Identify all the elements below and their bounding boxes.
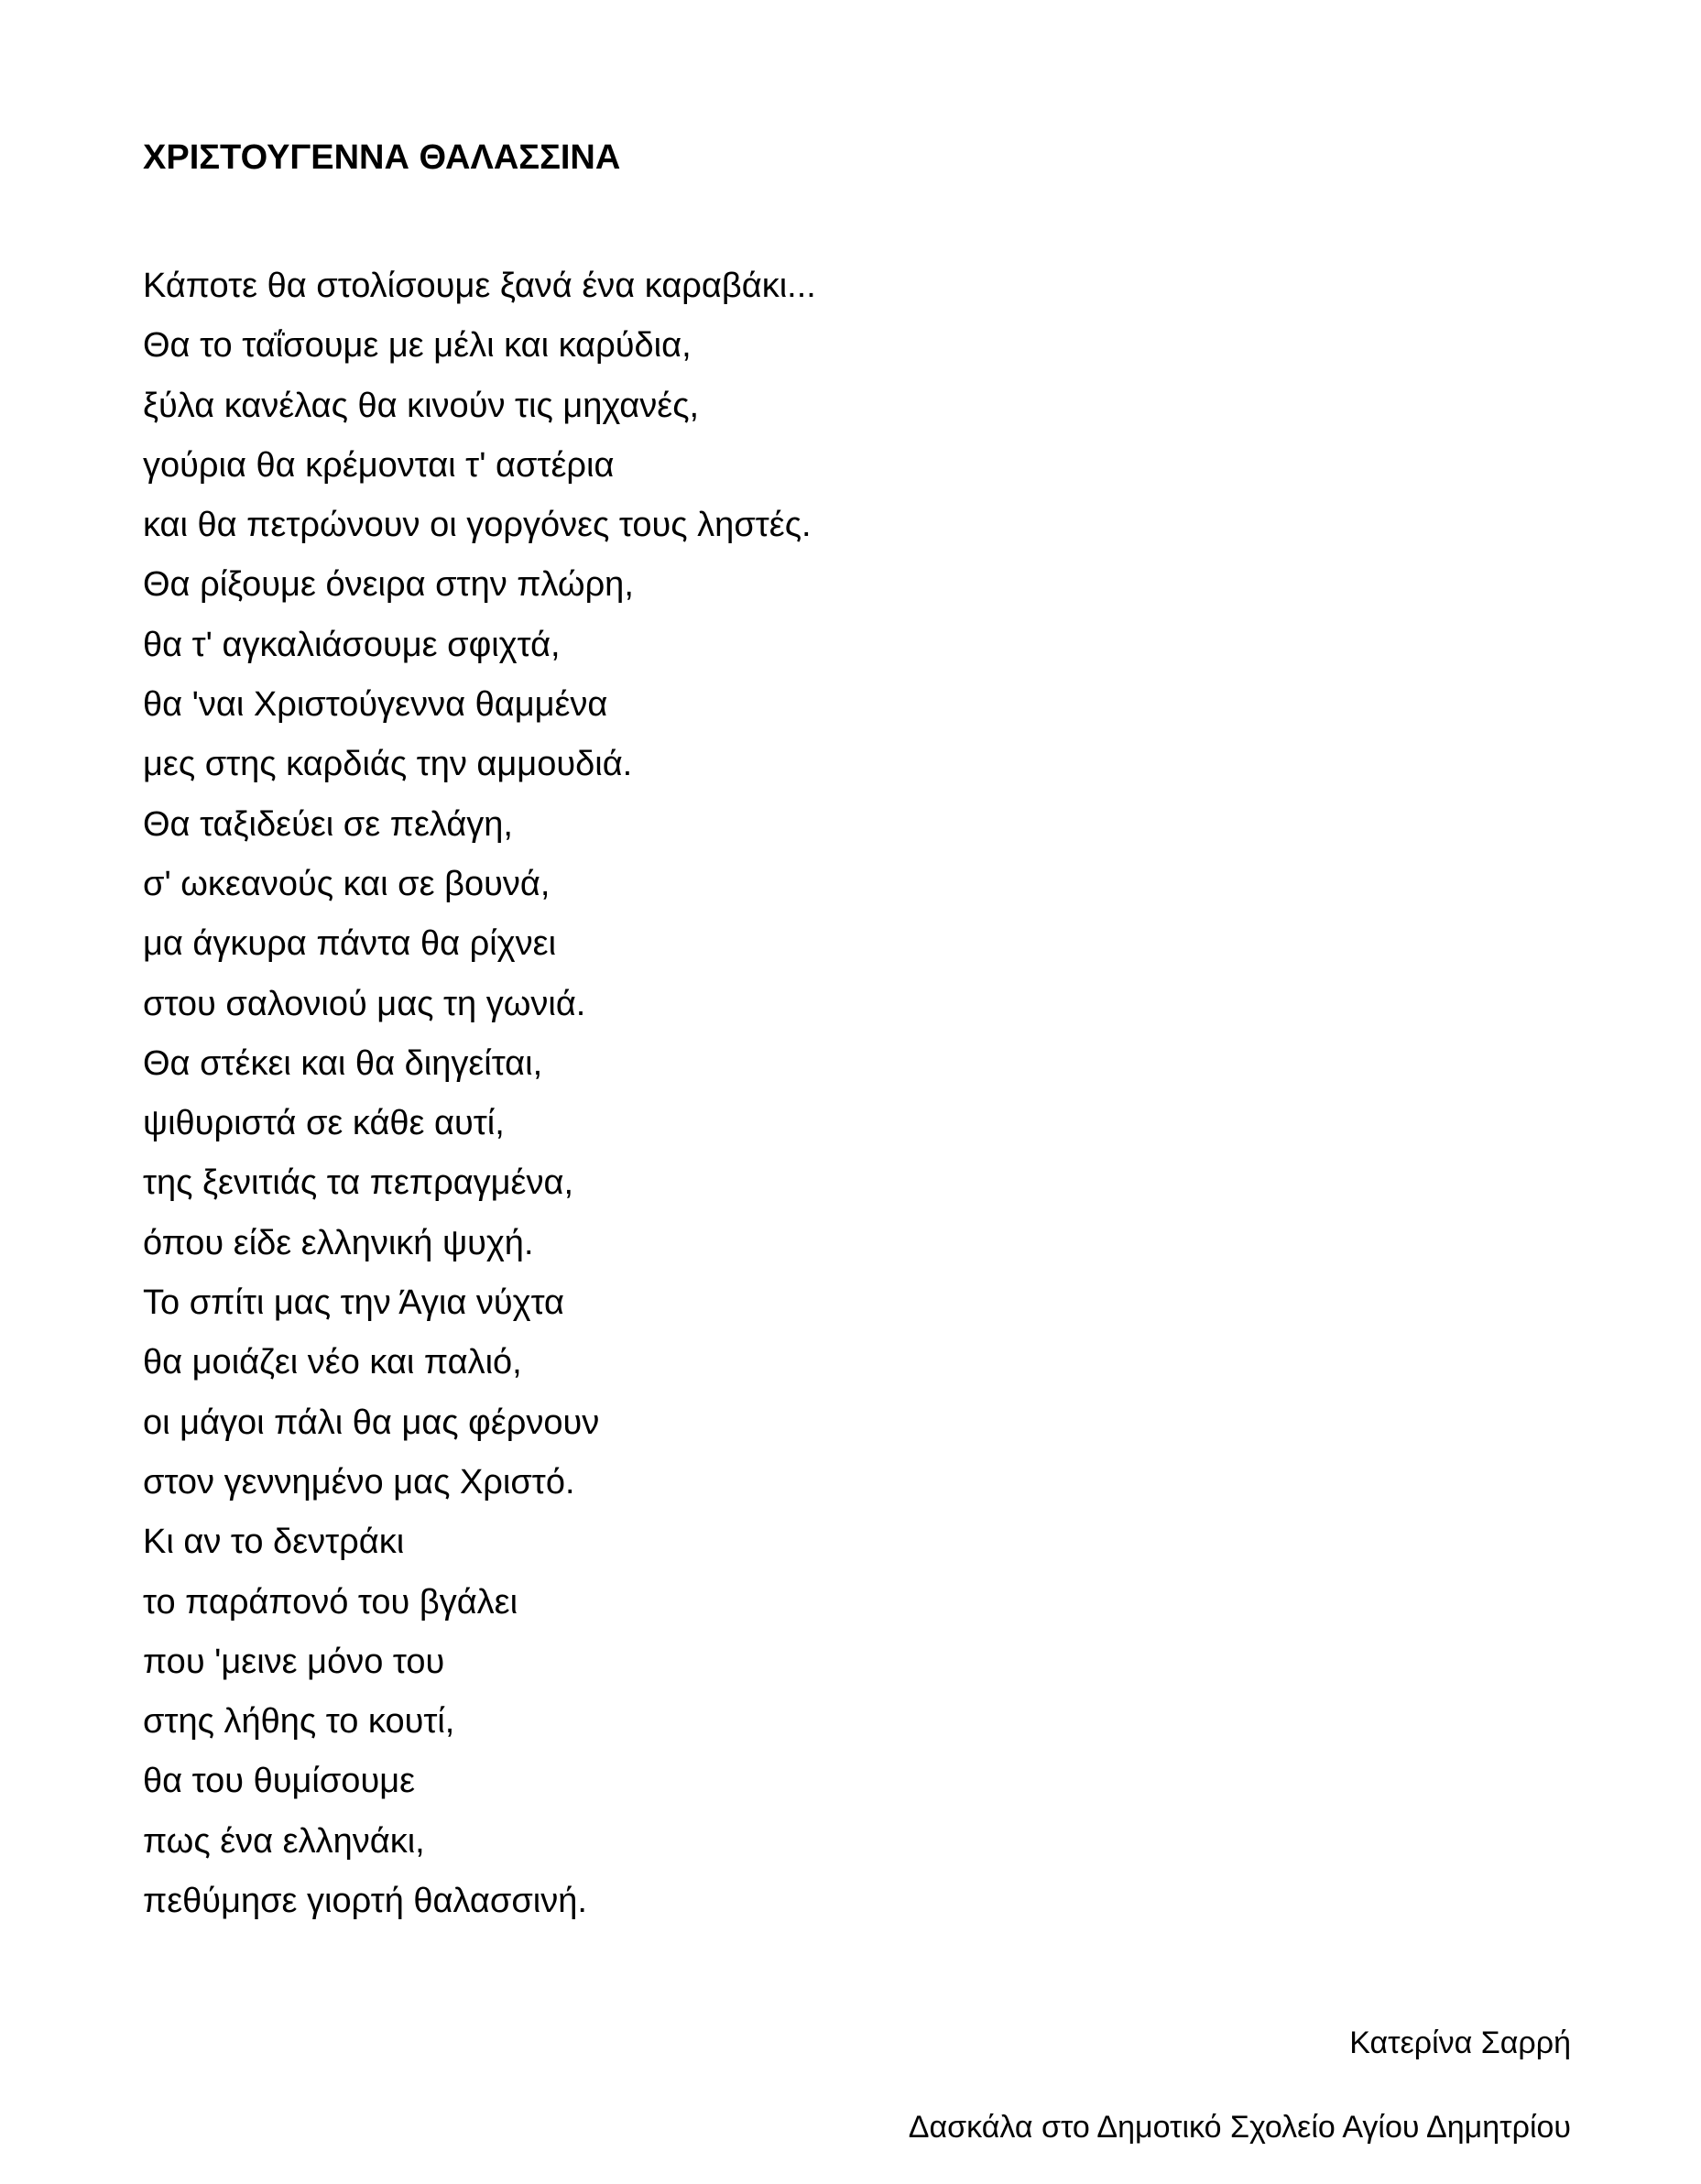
poem-line: που 'μεινε μόνο του <box>143 1642 445 1681</box>
poem-line: Θα ταξιδεύει σε πελάγη, <box>143 804 513 844</box>
poem-line: της ξενιτιάς τα πεπραγμένα, <box>143 1163 574 1203</box>
poem-line: Κι αν το δεντράκι <box>143 1523 405 1562</box>
poem-line: στου σαλονιού μας τη γωνιά. <box>143 984 586 1023</box>
poem-line: θα μοιάζει νέο και παλιό, <box>143 1343 522 1382</box>
poem-line: ψιθυριστά σε κάθε αυτί, <box>143 1104 505 1143</box>
poem-line: Θα το ταΐσουμε με μέλι και καρύδια, <box>143 326 692 366</box>
poem-line: Το σπίτι μας την Άγια νύχτα <box>143 1283 565 1323</box>
poem-line: στον γεννημένο μας Χριστό. <box>143 1462 575 1502</box>
poem-line: μες στης καρδιάς την αμμουδιά. <box>143 745 633 784</box>
poem-line: θα του θυμίσουμε <box>143 1762 416 1801</box>
author-name: Κατερίνα Σαρρή <box>1349 2026 1571 2060</box>
poem-line: πεθύμησε γιορτή θαλασσινή. <box>143 1882 587 1921</box>
poem-line: ξύλα κανέλας θα κινούν τις μηχανές, <box>143 386 700 425</box>
poem-line: μα άγκυρα πάντα θα ρίχνει <box>143 924 557 964</box>
poem-line: θα 'ναι Χριστούγεννα θαμμένα <box>143 685 608 725</box>
poem-line: και θα πετρώνουν οι γοργόνες τους ληστές. <box>143 506 812 545</box>
poem-line: σ' ωκεανούς και σε βουνά, <box>143 864 551 903</box>
poem-line: πως ένα ελληνάκι, <box>143 1821 425 1861</box>
poem-line: Θα ρίξουμε όνειρα στην πλώρη, <box>143 565 634 605</box>
poem-line: όπου είδε ελληνική ψυχή. <box>143 1223 534 1262</box>
poem-line: το παράπονό του βγάλει <box>143 1582 518 1622</box>
poem-line: γούρια θα κρέμονται τ' αστέρια <box>143 445 615 485</box>
poem-line: στης λήθης το κουτί, <box>143 1702 455 1742</box>
poem-line: οι μάγοι πάλι θα μας φέρνουν <box>143 1403 600 1442</box>
poem-title: ΧΡΙΣΤΟΥΓΕΝΝΑ ΘΑΛΑΣΣΙΝΑ <box>143 138 621 177</box>
poem-line: Κάποτε θα στολίσουμε ξανά ένα καραβάκι... <box>143 267 816 305</box>
poem-line: θα τ' αγκαλιάσουμε σφιχτά, <box>143 625 561 664</box>
author-affiliation: Δασκάλα στο Δημοτικό Σχολείο Αγίου Δημητρίου <box>908 2110 1571 2145</box>
poem-line: Θα στέκει και θα διηγείται, <box>143 1043 543 1083</box>
poem-body <box>143 257 816 1931</box>
